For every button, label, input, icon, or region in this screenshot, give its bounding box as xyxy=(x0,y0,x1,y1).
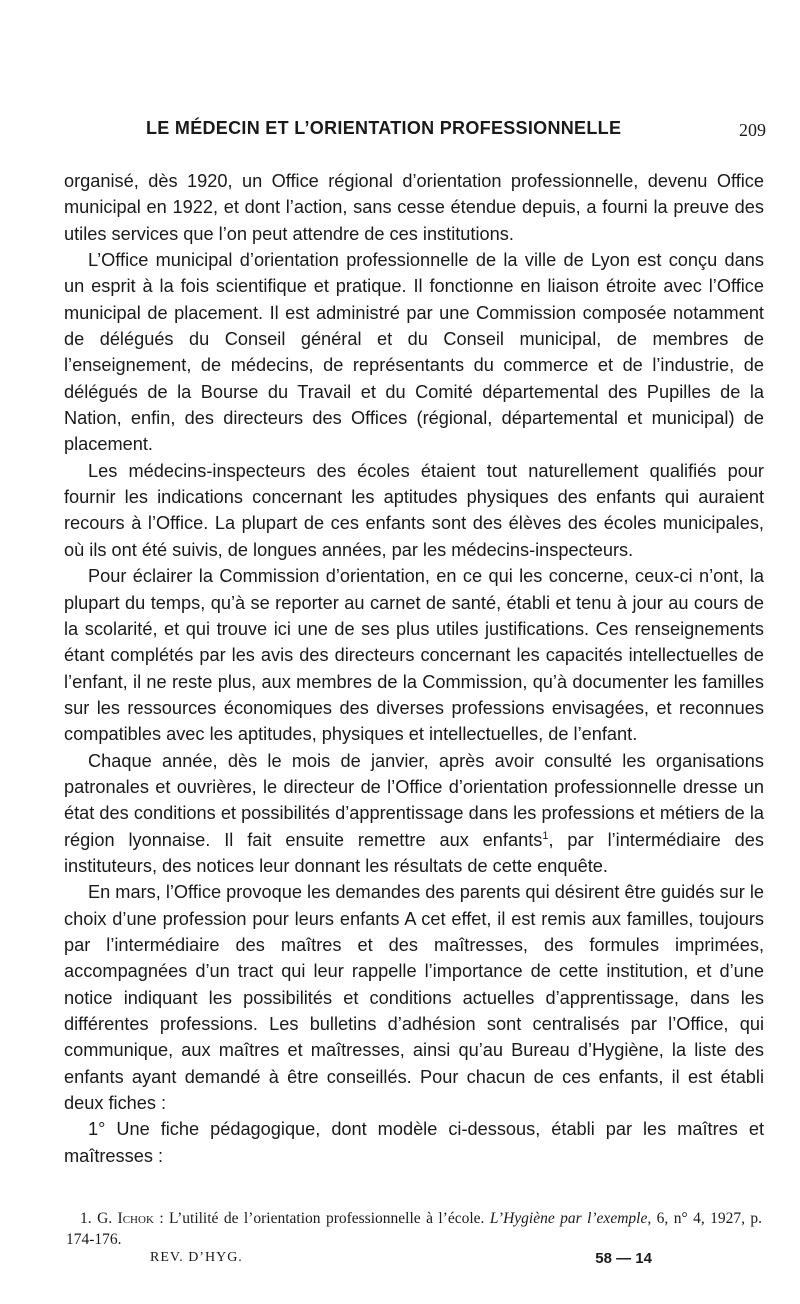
paragraph-5 xyxy=(64,748,764,880)
page-number: 209 xyxy=(739,120,766,140)
paragraph-7: 1° Une fiche pédagogique, dont modèle ci-dessous, établi par les maîtres et maîtresses : xyxy=(64,1119,764,1166)
paragraph-3: Les médecins-inspecteurs des écoles étaient tout naturellement qualifiés pour fournir les indications concernant les aptitudes physiques des enfants qui auraient recours à l’Office. La plupart de ces enfants sont des élèves des écoles municipales, où ils ont été suivis, de longues années, par les médecins-inspecteurs. xyxy=(64,460,764,560)
signature-journal: REV. D’HYG. xyxy=(150,1250,243,1265)
footnote-title: : L’utilité de l’orientation professionnelle à l’école. xyxy=(159,1210,485,1227)
paragraph-4: Pour éclairer la Commission d’orientation, en ce qui les concerne, ceux-ci n’ont, la plupart du temps, qu’à se reporter au carnet de santé, établi et tenu à jour au cours de la scolarité, et qui trouve ici une de ses plus utiles justifications. Ces renseignements étant complétés par les avis des directeurs concernant les capacités intellectuelles de l’enfant, il ne reste plus, aux membres de la Commission, qu’à documenter les familles sur les ressources économiques des diverses professions envisagées, et reconnues compatibles avec les aptitudes, physiques et intellectuelles, de l’enfant. xyxy=(64,566,764,745)
footnote-text xyxy=(66,1208,762,1250)
running-head xyxy=(66,118,766,146)
signature-mark: 58 — 14 xyxy=(595,1250,652,1267)
footnote-number: 1. xyxy=(80,1210,92,1227)
printer-signature xyxy=(150,1250,652,1272)
paragraph-5-text-b: , par l’intermédiaire des instituteurs, des notices leur donnant les résultats de cette enquête. xyxy=(64,829,764,876)
footnote xyxy=(66,1208,762,1250)
paragraph-2: L’Office municipal d’orientation professionnelle de la ville de Lyon est conçu dans un esprit à la fois scientifique et pratique. Il fonctionne en liaison étroite avec l’Office municipal de placement. Il est administré par une Commission composée notamment de délégués du Conseil général et du Conseil municipal, de membres de l’enseignement, de médecins, de représentants du commerce et de l’industrie, de délégués de la Bourse du Travail et du Comité départemental des Pupilles de la Nation, enfin, des directeurs des Offices (régional, départemental et municipal) de placement. xyxy=(64,250,764,455)
paragraph-1: organisé, dès 1920, un Office régional d’orientation professionnelle, devenu Office municipal en 1922, et dont l’action, sans cesse étendue depuis, a fourni la preuve des utiles services que l’on peut attendre de ces institutions. xyxy=(64,171,764,244)
footnote-details: 6, n° 4, 1927, p. 174-176. xyxy=(66,1210,763,1248)
paragraph-5-text-a: Chaque année, dès le mois de janvier, après avoir consulté les organisations patronales et ouvrières, le directeur de l’Office d’orientation professionnelle dresse un état des conditions et possibilités d’apprentissage dans les professions et métiers de la région lyonnaise. Il fait ensuite remettre aux enfants xyxy=(64,750,764,850)
footnote-author: G. Ichok xyxy=(97,1210,154,1227)
paragraph-6: En mars, l’Office provoque les demandes des parents qui désirent être guidés sur le choix d’une profession pour leurs enfants A cet effet, il est remis aux familles, toujours par l’intermédiaire des maîtres et des maîtresses, des formules imprimées, accompagnées d’un tract qui leur rappelle l’importance de cette institution, et d’une notice indiquant les possibilités et conditions actuelles d’apprentissage, dans les différentes professions. Les bulletins d’adhésion sont centralisés par l’Office, qui communique, aux maîtres et maîtresses, ainsi qu’au Bureau d’Hygiène, la liste des enfants ayant demandé à être conseillés. Pour chacun de ces enfants, il est établi deux fiches : xyxy=(64,882,765,1114)
body-text xyxy=(64,168,764,1169)
running-title: LE MÉDECIN ET L’ORIENTATION PROFESSIONNELLE xyxy=(146,118,622,138)
footnote-journal: L’Hygiène par l’exemple, xyxy=(489,1210,652,1227)
footnote-reference: 1 xyxy=(542,829,549,842)
